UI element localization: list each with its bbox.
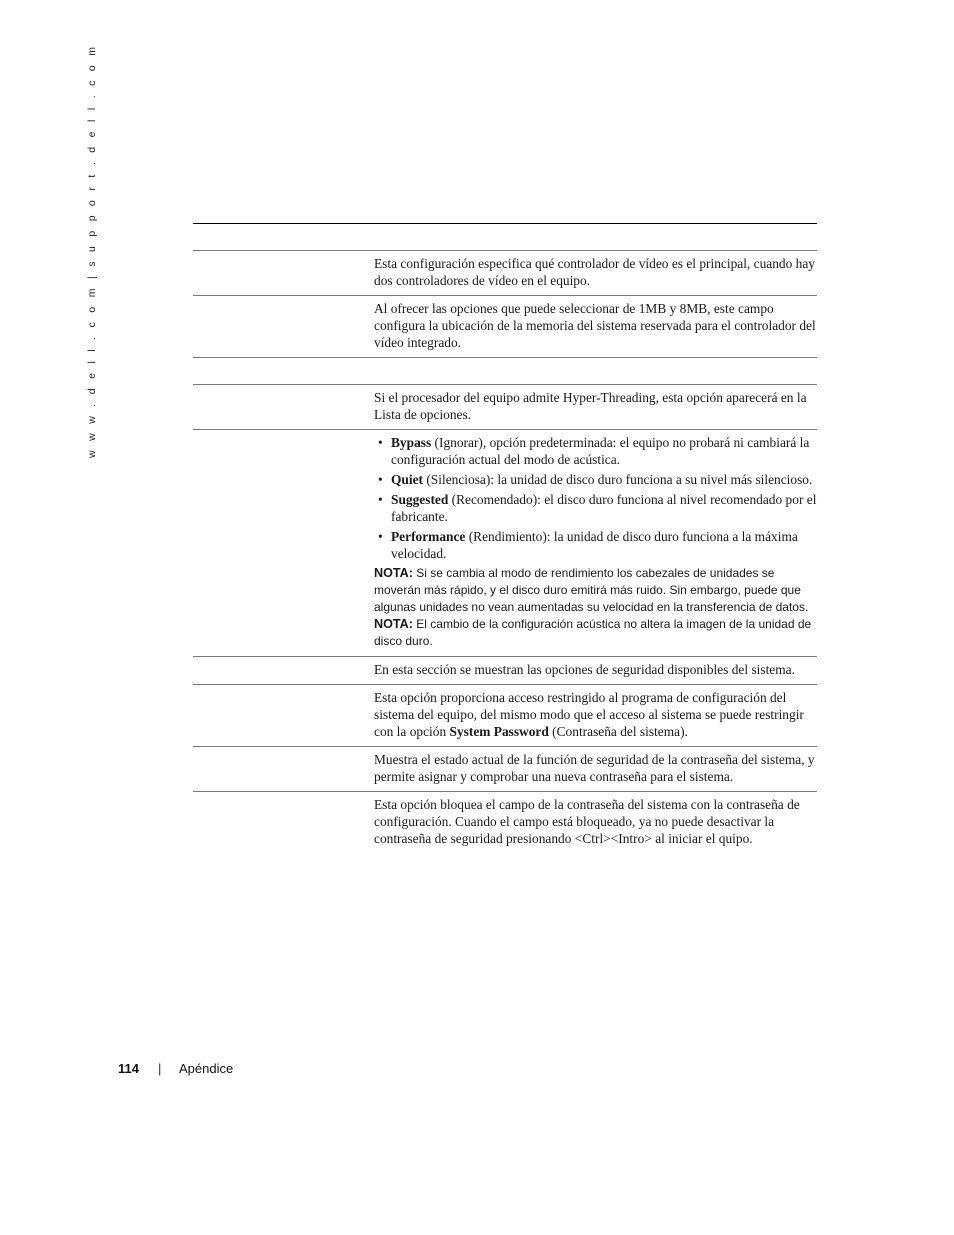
bullet-icon: •	[378, 529, 383, 544]
table-row	[193, 296, 817, 358]
description-text	[374, 689, 817, 740]
option-term: Bypass	[391, 435, 432, 450]
table-row	[193, 747, 817, 792]
side-url-text	[86, 43, 98, 458]
description-text-part: (Contraseña del sistema).	[548, 724, 688, 739]
table-row-empty	[193, 358, 817, 385]
option-text: (Recomendado): el disco duro funciona al nivel recomendado por el fabricante.	[391, 492, 817, 524]
option-term: Quiet	[391, 472, 423, 487]
bullet-icon: •	[378, 472, 383, 487]
note-label: NOTA:	[374, 566, 413, 580]
bullet-icon: •	[378, 435, 383, 450]
option-term: Suggested	[391, 492, 449, 507]
description-text: Si el procesador del equipo admite Hyper-Threading, esta opción aparecerá en la Lista de opciones.	[374, 390, 807, 422]
note-acoustic	[374, 616, 817, 650]
row-description	[374, 792, 817, 853]
list-item	[374, 471, 817, 488]
page-footer	[118, 1061, 234, 1076]
table-row-last	[193, 792, 817, 853]
option-text: (Rendimiento): la unidad de disco duro funciona a la máxima velocidad.	[391, 529, 798, 561]
side-url-label: w w w . d e l l . c o m | s u p p o r t . d e l l . c o m	[86, 43, 98, 458]
row-description	[374, 657, 817, 684]
row-description	[374, 385, 817, 429]
bullet-icon: •	[378, 492, 383, 507]
note-text: El cambio de la configuración acústica no altera la imagen de la unidad de disco duro.	[374, 617, 812, 648]
page-number: 114	[118, 1061, 139, 1076]
table-row	[193, 657, 817, 685]
settings-table	[193, 223, 817, 853]
table-row	[193, 430, 817, 657]
note-performance	[374, 565, 817, 616]
option-text: (Ignorar), opción predeterminada: el equipo no probará ni cambiará la configuración actual del modo de acústica.	[391, 435, 810, 467]
acoustic-options-list	[374, 434, 817, 562]
table-row	[193, 685, 817, 747]
list-item	[374, 491, 817, 525]
table-row-empty	[193, 224, 817, 251]
row-description	[374, 747, 817, 791]
section-name: Apéndice	[179, 1061, 234, 1076]
description-text: En esta sección se muestran las opciones de seguridad disponibles del sistema.	[374, 662, 795, 677]
row-description	[374, 430, 817, 656]
description-text-part: Esta opción proporciona acceso restringido al programa de configuración del sistema del equipo, del mismo modo que el acceso al sistema se puede restringir con la opción	[374, 690, 804, 739]
table-row	[193, 385, 817, 430]
description-text: Esta opción bloquea el campo de la contraseña del sistema con la contraseña de configuración. Cuando el campo está bloqueado, ya no puede desactivar la contraseña de seguridad presionando <Ctrl><Intro> al iniciar el quipo.	[374, 797, 800, 846]
list-item	[374, 434, 817, 468]
note-text: Si se cambia al modo de rendimiento los cabezales de unidades se moverán más rápido, y el disco duro emitirá más ruido. Sin embargo, puede que algunas unidades no vean aumentadas su velocidad en la transferencia de datos.	[374, 566, 809, 614]
option-term: Performance	[391, 529, 466, 544]
row-description	[374, 685, 817, 746]
row-description	[374, 296, 817, 357]
table-row	[193, 251, 817, 296]
description-text: Muestra el estado actual de la función de seguridad de la contraseña del sistema, y permite asignar y comprobar una nueva contraseña para el sistema.	[374, 752, 815, 784]
description-text: Esta configuración especifica qué controlador de vídeo es el principal, cuando hay dos controladores de vídeo en el equipo.	[374, 256, 815, 288]
option-text: (Silenciosa): la unidad de disco duro funciona a su nivel más silencioso.	[423, 472, 813, 487]
footer-separator: |	[158, 1061, 162, 1076]
row-description	[374, 251, 817, 295]
list-item	[374, 528, 817, 562]
system-password-term: System Password	[449, 724, 549, 739]
note-label: NOTA:	[374, 617, 413, 631]
description-text: Al ofrecer las opciones que puede seleccionar de 1MB y 8MB, este campo configura la ubicación de la memoria del sistema reservada para el controlador del vídeo integrado.	[374, 301, 816, 350]
